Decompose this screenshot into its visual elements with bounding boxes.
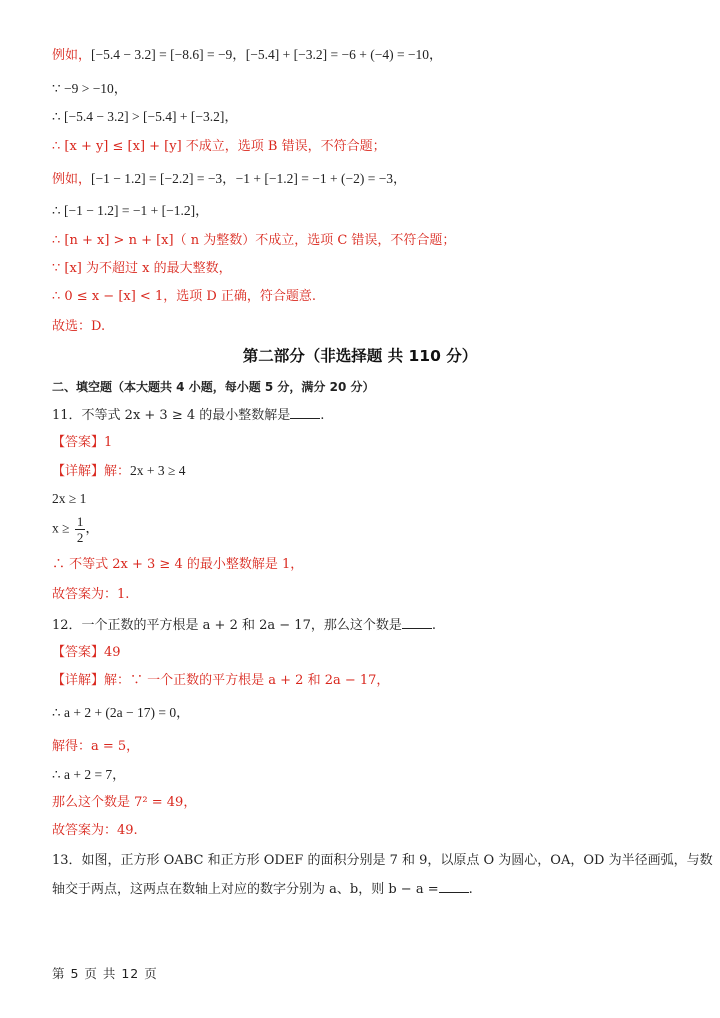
q12-answer-blank bbox=[402, 616, 432, 629]
part-title: 第二部分（非选择题 共 110 分） bbox=[242, 347, 478, 365]
q11-step2-suffix: ， bbox=[85, 520, 99, 536]
because-line: ∵ −9 > −10， bbox=[52, 81, 128, 96]
q11-question-end: . bbox=[320, 408, 325, 423]
example-label: 例如， bbox=[52, 48, 92, 63]
option-d-conclusion: ∴ 0 ≤ x − [x] < 1，选项 D 正确，符合题意. bbox=[52, 289, 317, 304]
q11-detail-math: 2x + 3 ≥ 4 bbox=[130, 463, 186, 478]
q12-question bbox=[52, 616, 436, 635]
math-expression-2: [−1 − 1.2] = [−2.2] = −3，−1 + [−1.2] = −1 + (−2) = −3， bbox=[91, 171, 407, 186]
page-footer: 第 5 页 共 12 页 bbox=[52, 966, 158, 981]
q12-step3: ∴ a + 2 = 7， bbox=[52, 767, 126, 782]
q12-answer: 【答案】49 bbox=[52, 645, 121, 660]
example-line-1 bbox=[52, 46, 443, 65]
q11-step2-prefix: x ≥ bbox=[52, 520, 70, 536]
q13-line2-text: 轴交于两点，这两点在数轴上对应的数字分别为 a、b，则 b − a = bbox=[52, 882, 439, 897]
q11-answer: 【答案】1 bbox=[52, 435, 113, 450]
q13-line1: 13．如图，正方形 OABC 和正方形 ODEF 的面积分别是 7 和 9，以原点 O 为圆心，OA，OD 为半径画弧，与数 bbox=[52, 853, 713, 868]
q12-step2: 解得：a = 5， bbox=[52, 739, 140, 754]
q12-step1: ∴ a + 2 + (2a − 17) = 0， bbox=[52, 705, 190, 720]
option-c-conclusion: ∴ [n + x] > n + [x]（ n 为整数）不成立，选项 C 错误，不符合题； bbox=[52, 233, 456, 248]
option-b-conclusion: ∴ [x + y] ≤ [x] + [y] 不成立，选项 B 错误，不符合题； bbox=[52, 139, 386, 154]
q11-step1: 2x ≥ 1 bbox=[52, 491, 87, 506]
example-label-2: 例如， bbox=[52, 172, 92, 187]
therefore-line-1: ∴ [−5.4 − 3.2] > [−5.4] + [−3.2]， bbox=[52, 109, 238, 124]
q11-step2 bbox=[52, 514, 99, 545]
example-line-2 bbox=[52, 170, 407, 189]
q11-detail bbox=[52, 462, 186, 481]
final-choice: 故选：D. bbox=[52, 319, 106, 334]
q12-question-end: . bbox=[431, 618, 436, 633]
q11-detail-label: 【详解】解： bbox=[52, 464, 131, 479]
q12-final: 故答案为：49. bbox=[52, 823, 138, 838]
definition-line: ∵ [x] 为不超过 x 的最大整数， bbox=[52, 261, 232, 276]
q12-question-text: 12．一个正数的平方根是 a + 2 和 2a − 17，那么这个数是 bbox=[52, 618, 402, 633]
section-heading: 二、填空题（本大题共 4 小题，每小题 5 分，满分 20 分） bbox=[52, 380, 375, 394]
q12-step4: 那么这个数是 7² = 49， bbox=[52, 795, 197, 810]
q11-question-text: 11．不等式 2x + 3 ≥ 4 的最小整数解是 bbox=[52, 408, 291, 423]
q11-question bbox=[52, 406, 324, 425]
q13-line2 bbox=[52, 880, 473, 899]
q11-final: 故答案为：1. bbox=[52, 587, 130, 602]
q13-answer-blank bbox=[439, 880, 469, 893]
q11-conclusion: ∴ 不等式 2x + 3 ≥ 4 的最小整数解是 1， bbox=[52, 557, 304, 572]
q12-detail: 【详解】解：∵ 一个正数的平方根是 a + 2 和 2a − 17， bbox=[52, 673, 390, 688]
fraction-numerator: 1 bbox=[76, 514, 84, 529]
therefore-line-2: ∴ [−1 − 1.2] = −1 + [−1.2]， bbox=[52, 203, 209, 218]
q13-line2-end: . bbox=[468, 882, 473, 897]
math-expression: [−5.4 − 3.2] = [−8.6] = −9，[−5.4] + [−3.2] = −6 + (−4) = −10， bbox=[91, 47, 443, 62]
q11-answer-blank bbox=[290, 406, 320, 419]
fraction-one-half bbox=[75, 514, 86, 545]
fraction-denominator: 2 bbox=[76, 530, 84, 545]
